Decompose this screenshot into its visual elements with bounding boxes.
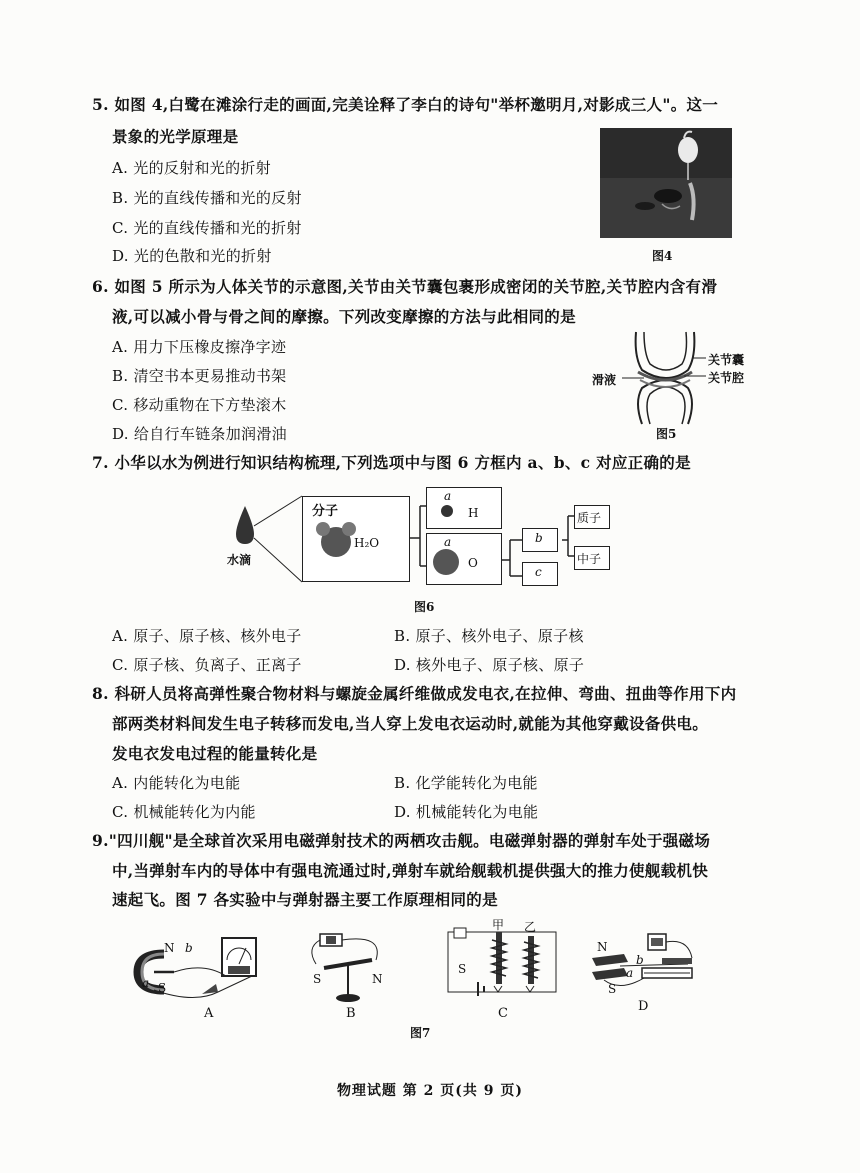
molecule-label: 分子 (312, 504, 339, 519)
joint-diagram-icon (624, 332, 704, 432)
experiment-a-icon (134, 932, 284, 1012)
hydrogen-a-label: a (444, 489, 452, 503)
exp-a-a-label: a (142, 976, 150, 990)
q6-option-a: A. 用力下压橡皮擦净字迹 (112, 338, 287, 356)
page-footer: 物理试题 第 2 页(共 9 页) (336, 1083, 524, 1099)
hydrogen-atom-icon (440, 504, 454, 518)
oxygen-atom-icon (432, 548, 462, 578)
q8-option-c: C. 机械能转化为内能 (112, 803, 256, 821)
synovial-fluid-label: 滑液 (592, 373, 617, 387)
box-b-label: b (535, 531, 543, 545)
q6-option-c: C. 移动重物在下方垫滚木 (112, 396, 287, 414)
water-drop-label: 水滴 (227, 553, 252, 567)
q9-stem-line3: 速起飞。图 7 各实验中与弹射器主要工作原理相同的是 (112, 890, 498, 909)
joint-capsule-label: 关节囊 (708, 353, 745, 367)
q9-stem-line2: 中,当弹射车内的导体中有强电流通过时,弹射车就给舰载机提供强大的推力使舰载机快 (112, 861, 708, 880)
water-formula: H₂O (354, 536, 380, 550)
oxygen-symbol: O (468, 556, 478, 570)
q7-option-b: B. 原子、核外电子、原子核 (394, 627, 584, 645)
oxygen-a-label: a (444, 535, 452, 549)
q8-stem-line2: 部两类材料间发生电子转移而发电,当人穿上发电衣运动时,就能为其他穿戴设备供电。 (112, 714, 708, 733)
proton-label: 质子 (577, 511, 602, 525)
exp-d-b-label: b (636, 953, 644, 967)
q5-stem-line2: 景象的光学原理是 (112, 127, 239, 146)
exp-c-yi-label: 乙 (524, 920, 537, 934)
q8-option-a: A. 内能转化为电能 (112, 774, 241, 792)
exp-a-s-label: S (158, 981, 167, 995)
figure7-caption: 图7 (410, 1026, 431, 1040)
q5-stem-line1: 5. 如图 4,白鹭在滩涂行走的画面,完美诠释了李白的诗句"举杯邀明月,对影成三人"。这一 (92, 95, 719, 114)
q5-option-d: D. 光的色散和光的折射 (112, 247, 272, 265)
exp-d-n-label: N (597, 940, 608, 954)
water-structure-diagram (222, 488, 622, 598)
q5-option-c: C. 光的直线传播和光的折射 (112, 219, 302, 237)
exp-d-a-label: a (626, 966, 634, 980)
q5-option-a: A. 光的反射和光的折射 (112, 159, 271, 177)
q6-option-d: D. 给自行车链条加润滑油 (112, 425, 287, 443)
exp-d-label: D (638, 999, 649, 1014)
q6-stem-line1: 6. 如图 5 所示为人体关节的示意图,关节由关节囊包裹形成密闭的关节腔,关节腔内含有滑 (92, 277, 718, 296)
q7-stem: 7. 小华以水为例进行知识结构梳理,下列选项中与图 6 方框内 a、b、c 对应正确的是 (92, 453, 691, 472)
box-c-label: c (535, 565, 542, 579)
exp-a-n-label: N (164, 941, 175, 955)
exp-a-b-label: b (185, 941, 193, 955)
q7-option-a: A. 原子、原子核、核外电子 (112, 627, 302, 645)
q5-option-b: B. 光的直线传播和光的反射 (112, 189, 302, 207)
q6-option-b: B. 清空书本更易推动书架 (112, 367, 287, 385)
joint-cavity-label: 关节腔 (708, 371, 745, 385)
experiment-b-icon (304, 930, 394, 1010)
figure4-caption: 图4 (652, 249, 673, 263)
q7-option-c: C. 原子核、负离子、正离子 (112, 656, 302, 674)
exp-b-s-label: S (313, 972, 322, 986)
exp-c-jia-label: 甲 (492, 918, 505, 932)
q7-option-d: D. 核外电子、原子核、原子 (394, 656, 585, 674)
exp-d-s-label: S (608, 982, 617, 996)
q8-stem-line3: 发电衣发电过程的能量转化是 (112, 744, 318, 763)
figure5-caption: 图5 (656, 427, 677, 441)
q8-option-d: D. 机械能转化为电能 (394, 803, 539, 821)
exp-b-n-label: N (372, 972, 383, 986)
figure6-caption: 图6 (414, 600, 435, 614)
hydrogen-symbol: H (468, 506, 479, 520)
egret-silhouette-icon (600, 128, 732, 238)
q8-stem-line1: 8. 科研人员将高弹性聚合物材料与螺旋金属纤维做成发电衣,在拉伸、弯曲、扭曲等作用下内 (92, 684, 737, 703)
egret-photo (600, 128, 732, 238)
exp-c-s-label: S (458, 962, 467, 976)
hydrogen-box (426, 487, 502, 529)
q6-stem-line2: 液,可以减小骨与骨之间的摩擦。下列改变摩擦的方法与此相同的是 (112, 307, 576, 326)
q8-option-b: B. 化学能转化为电能 (394, 774, 538, 792)
exp-a-label: A (204, 1006, 214, 1021)
exp-b-label: B (346, 1006, 356, 1021)
q9-stem-line1: 9."四川舰"是全球首次采用电磁弹射技术的两栖攻击舰。电磁弹射器的弹射车处于强磁场 (92, 831, 711, 850)
exp-c-label: C (498, 1006, 508, 1021)
neutron-label: 中子 (577, 552, 602, 566)
